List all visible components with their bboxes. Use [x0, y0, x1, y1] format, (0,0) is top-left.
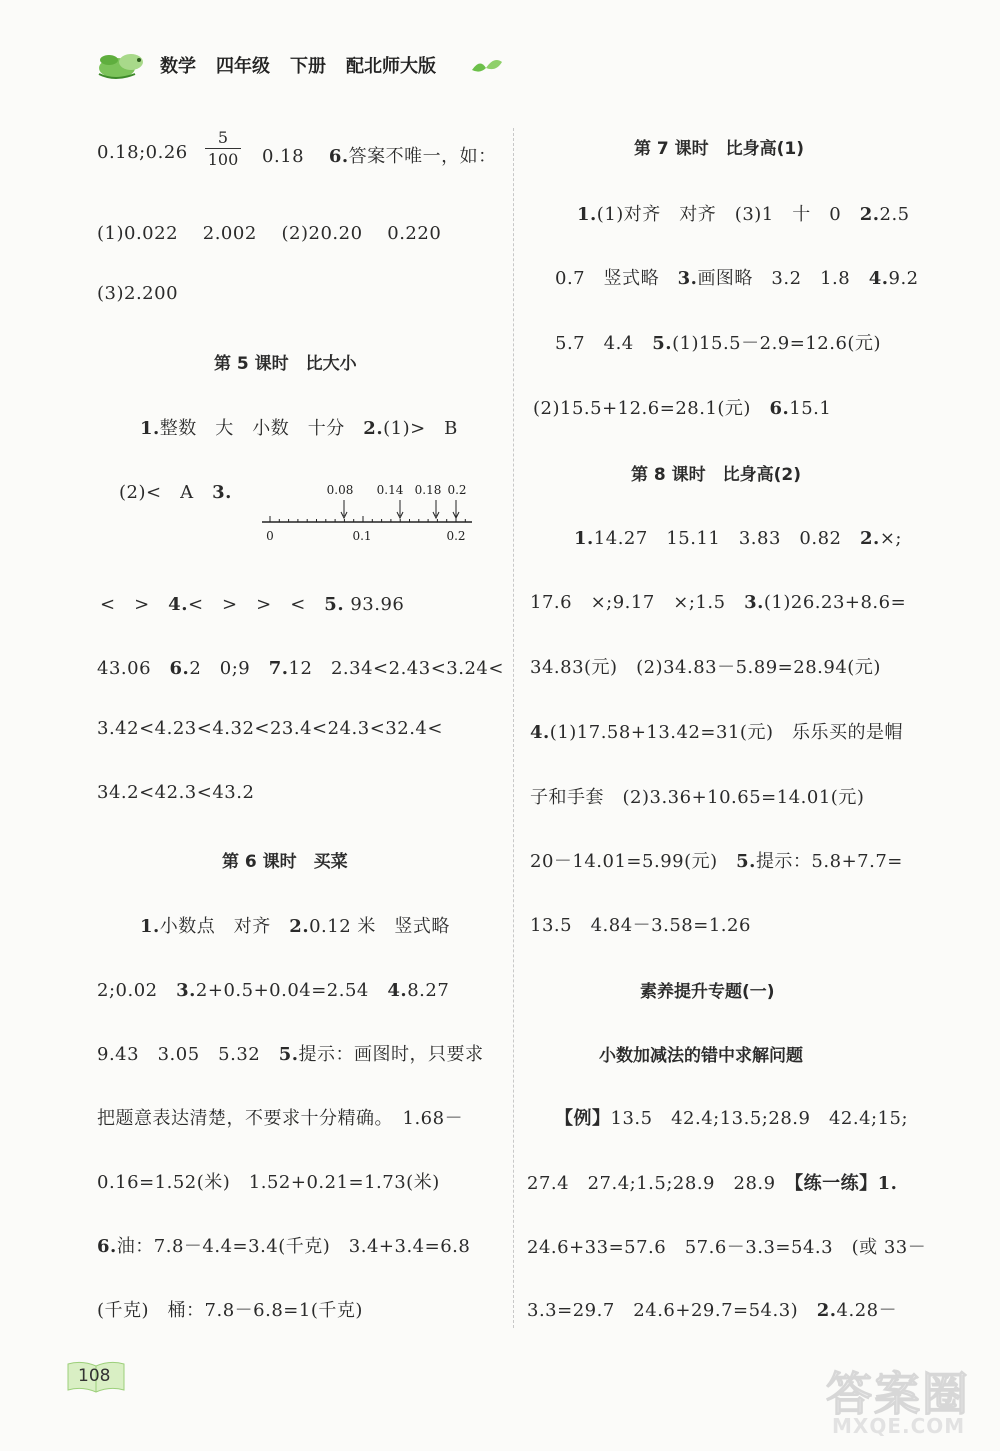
answer-line: (2)< A 3.: [119, 482, 232, 503]
answer-line: 20－14.01=5.99(元) 5.提示：5.8+7.7=: [530, 851, 903, 872]
answer-line: 3.3=29.7 24.6+29.7=54.3) 2.4.28－: [527, 1300, 898, 1321]
section-title: 第 7 课时 比身高(1): [634, 139, 805, 159]
answer-line: 1.14.27 15.11 3.83 0.82 2.×;: [574, 528, 902, 549]
leaf-icon: [470, 56, 504, 76]
nl-label-top: 0.2: [447, 483, 467, 497]
section-title: 素养提升专题(一): [640, 982, 775, 1002]
nl-label-top: 0.18: [414, 483, 442, 497]
answer-line: 2;0.02 3.2+0.5+0.04=2.54 4.8.27: [97, 980, 450, 1001]
watermark: [820, 1358, 995, 1443]
header-text: [160, 52, 456, 78]
answer-line: 4.(1)17.58+13.42=31(元) 乐乐买的是帽: [530, 722, 903, 743]
answer-line: 【例】13.5 42.4;13.5;28.9 42.4;15;: [555, 1108, 909, 1129]
answer-line: 3.42<4.23<4.32<23.4<24.3<32.4<: [97, 718, 443, 739]
nl-label-top: 0.08: [326, 483, 354, 497]
header-subject: 数学: [160, 56, 196, 77]
answer-line: 5.7 4.4 5.(1)15.5－2.9=12.6(元): [555, 333, 881, 354]
answer-line: 1.小数点 对齐 2.0.12 米 竖式略: [140, 916, 450, 937]
answer-line: 把题意表达清楚，不要求十分精确。 1.68－: [97, 1108, 464, 1129]
page-number-badge: [66, 1360, 126, 1396]
answer-line: 0.16=1.52(米) 1.52+0.21=1.73(米): [97, 1172, 440, 1193]
answer-line: 9.43 3.05 5.32 5.提示：画图时，只要求: [97, 1044, 484, 1065]
nl-arrows: [341, 500, 459, 518]
answer-line: 1.(1)对齐 对齐 (3)1 十 0 2.2.5: [577, 204, 910, 225]
answer-line: 0.18;0.26: [97, 142, 188, 163]
nl-label-bottom: 0.2: [446, 529, 466, 543]
nl-label-top: 0.14: [376, 483, 404, 497]
watermark-logo: 答案圈: [826, 1367, 970, 1421]
header-grade: 四年级: [216, 56, 270, 77]
answer-line: 34.83(元) (2)34.83－5.89=28.94(元): [530, 657, 881, 678]
answer-line: 0.18 6.答案不唯一，如：: [262, 146, 497, 167]
column-divider: [513, 128, 514, 1328]
number-line-diagram: [260, 478, 480, 548]
answer-line: 1.整数 大 小数 十分 2.(1)> B: [140, 418, 458, 439]
answer-line: (2)15.5+12.6=28.1(元) 6.15.1: [533, 398, 832, 419]
answer-line: (1)0.022 2.002 (2)20.20 0.220: [97, 223, 442, 244]
page-number: 108: [78, 1366, 111, 1386]
answer-line: 13.5 4.84－3.58=1.26: [530, 915, 751, 936]
section-title: 第 8 课时 比身高(2): [631, 465, 802, 485]
nl-label-bottom: 0: [266, 529, 274, 543]
nl-label-bottom: 0.1: [352, 529, 372, 543]
section-title: 第 6 课时 买菜: [222, 852, 348, 872]
watermark-url: MXQE.COM: [832, 1414, 966, 1438]
answer-line: 0.7 竖式略 3.画图略 3.2 1.8 4.9.2: [555, 268, 919, 289]
section-subtitle: 小数加减法的错中求解问题: [599, 1046, 803, 1066]
answer-line: 子和手套 (2)3.36+10.65=14.01(元): [530, 787, 865, 808]
fraction-denominator: 100: [207, 150, 239, 169]
answer-line: (3)2.200: [97, 283, 179, 304]
fraction-numerator: 5: [205, 128, 241, 149]
answer-line: 24.6+33=57.6 57.6－3.3=54.3 (或 33－: [527, 1237, 927, 1258]
fraction: [205, 128, 241, 169]
answer-line: < > 4.< > > < 5. 93.96: [100, 594, 405, 615]
answer-line: (千克) 桶：7.8－6.8=1(千克): [97, 1300, 363, 1321]
header-volume: 下册: [290, 56, 326, 77]
header-edition: 配北师大版: [346, 56, 436, 77]
answer-line: 34.2<42.3<43.2: [97, 782, 255, 803]
bird-leaf-icon: [95, 44, 155, 84]
answer-line: 6.油：7.8－4.4=3.4(千克) 3.4+3.4=6.8: [97, 1236, 471, 1257]
answer-line: 17.6 ×;9.17 ×;1.5 3.(1)26.23+8.6=: [530, 592, 907, 613]
section-title: 第 5 课时 比大小: [214, 354, 357, 374]
answer-line: 43.06 6.2 0;9 7.12 2.34<2.43<3.24<: [97, 658, 504, 679]
answer-line: 27.4 27.4;1.5;28.9 28.9 【练一练】1.: [527, 1173, 898, 1194]
